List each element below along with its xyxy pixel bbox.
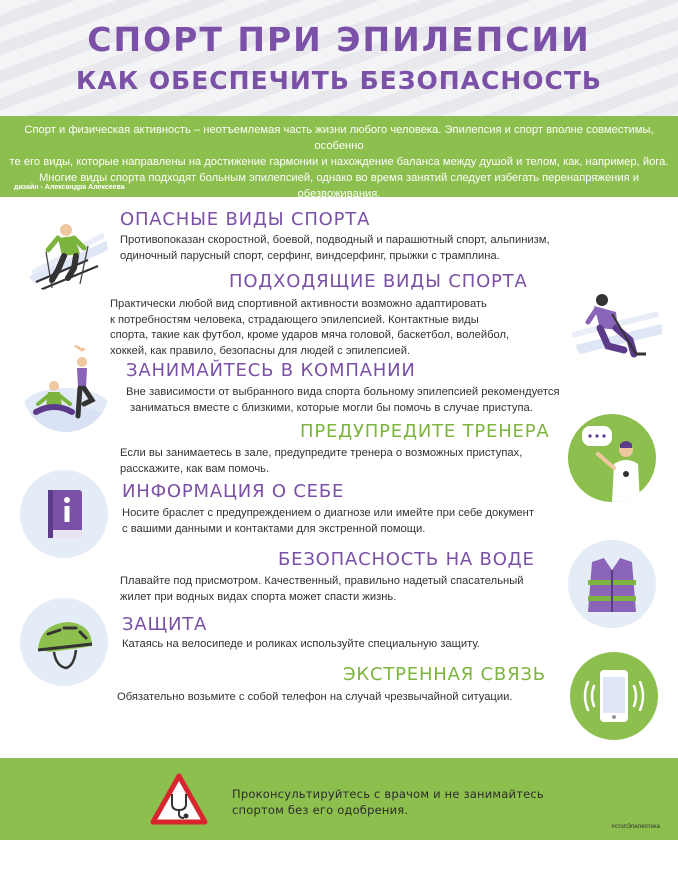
intro-block: [0, 116, 678, 200]
section-text: с вашими данными и контактами для экстренной помощи.: [122, 522, 426, 535]
section-title: ИНФОРМАЦИЯ О СЕБЕ: [122, 481, 345, 502]
footer-text: Проконсультируйтесь с врачом и не занимайтесь: [232, 787, 544, 801]
section-warn-coach: [120, 421, 549, 477]
section-text: Если вы занимаетесь в зале, предупредите тренера о возможных приступах,: [120, 447, 523, 459]
section-text: к потребностям человека, страдающего эпилепсией. Контактные виды: [110, 313, 479, 326]
section-title: ЗАНИМАЙТЕСЬ В КОМПАНИИ: [126, 360, 416, 381]
helmet-icon: [20, 598, 108, 686]
section-text: расскажите, как вам помочь.: [120, 462, 270, 475]
section-text: Обязательно возьмите с собой телефон на случай чрезвычайной ситуации.: [117, 691, 513, 703]
footer-banner: [0, 758, 678, 840]
info-book-icon: [20, 470, 108, 558]
section-title: БЕЗОПАСНОСТЬ НА ВОДЕ: [278, 549, 535, 570]
section-text: жилет при водных видах спорта может спасти жизнь.: [120, 590, 397, 603]
section-title: ПРЕДУПРЕДИТЕ ТРЕНЕРА: [300, 421, 550, 442]
section-emergency: [117, 664, 546, 706]
warning-stethoscope-icon: [150, 772, 208, 826]
intro-line: Многие виды спорта подходят больным эпилепсией, однако во время занятий следует избегать перенапряжения и обезвоживания.: [38, 172, 640, 200]
skier-icon: [22, 210, 108, 296]
section-title: ЗАЩИТА: [122, 614, 208, 635]
section-text: Плавайте под присмотром. Качественный, правильно надетый спасательный: [120, 575, 524, 587]
section-text: Носите браслет с предупреждением о диагнозе или имейте при себе документ: [122, 507, 534, 519]
section-protection: [122, 614, 480, 653]
life-vest-icon: [568, 540, 656, 628]
page-title: СПОРТ ПРИ ЭПИЛЕПСИИ: [87, 20, 591, 59]
hockey-player-icon: [572, 288, 662, 372]
section-text: Вне зависимости от выбранного вида спорта больному эпилепсией рекомендуется: [126, 386, 560, 398]
section-title: ОПАСНЫЕ ВИДЫ СПОРТА: [120, 209, 371, 230]
header-banner: [0, 0, 678, 116]
hashtag: #стопЭпилептика: [611, 824, 660, 830]
section-title: ПОДХОДЯЩИЕ ВИДЫ СПОРТА: [229, 271, 528, 292]
section-water-safety: [120, 549, 535, 605]
design-credit: дизайн - Александра Алексеева: [14, 184, 125, 191]
yoga-people-icon: [22, 344, 110, 432]
intro-line: те его виды, которые направлены на достижение гармонии и нахождение баланса между душой и телом, как, например, йога.: [9, 156, 669, 168]
section-text: хоккей, как правило, безопасны для людей с эпилепсией.: [110, 344, 411, 357]
section-text: Противопоказан скоростной, боевой, подводный и парашютный спорт, альпинизм,: [120, 234, 550, 246]
section-text: одиночный парусный спорт, серфинг, виндсерфинг, прыжки с трамплина.: [120, 249, 500, 262]
page-subtitle: КАК ОБЕСПЕЧИТЬ БЕЗОПАСНОСТЬ: [76, 66, 602, 95]
footer-text: спортом без его одобрения.: [232, 803, 409, 817]
section-suitable-sports: [110, 271, 528, 359]
section-dangerous-sports: [120, 209, 550, 264]
section-company: [126, 360, 560, 416]
phone-icon: [570, 652, 658, 740]
coach-icon: [568, 414, 656, 502]
section-text: спорта, такие как футбол, кроме ударов мяча головой, баскетбол, волейбол,: [110, 329, 510, 341]
intro-line: Спорт и физическая активность – неотъемлемая часть жизни любого человека. Эпилепсия и спорт вполне совместимы, особенно: [24, 124, 654, 152]
section-text: заниматься вместе с близкими, которые могли бы помочь в случае приступа.: [130, 401, 533, 414]
section-text: Катаясь на велосипеде и роликах используйте специальную защиту.: [122, 638, 480, 650]
section-text: Практически любой вид спортивной активности возможно адаптировать: [110, 298, 487, 310]
section-title: ЭКСТРЕННАЯ СВЯЗЬ: [343, 664, 546, 685]
section-self-info: [122, 481, 534, 537]
